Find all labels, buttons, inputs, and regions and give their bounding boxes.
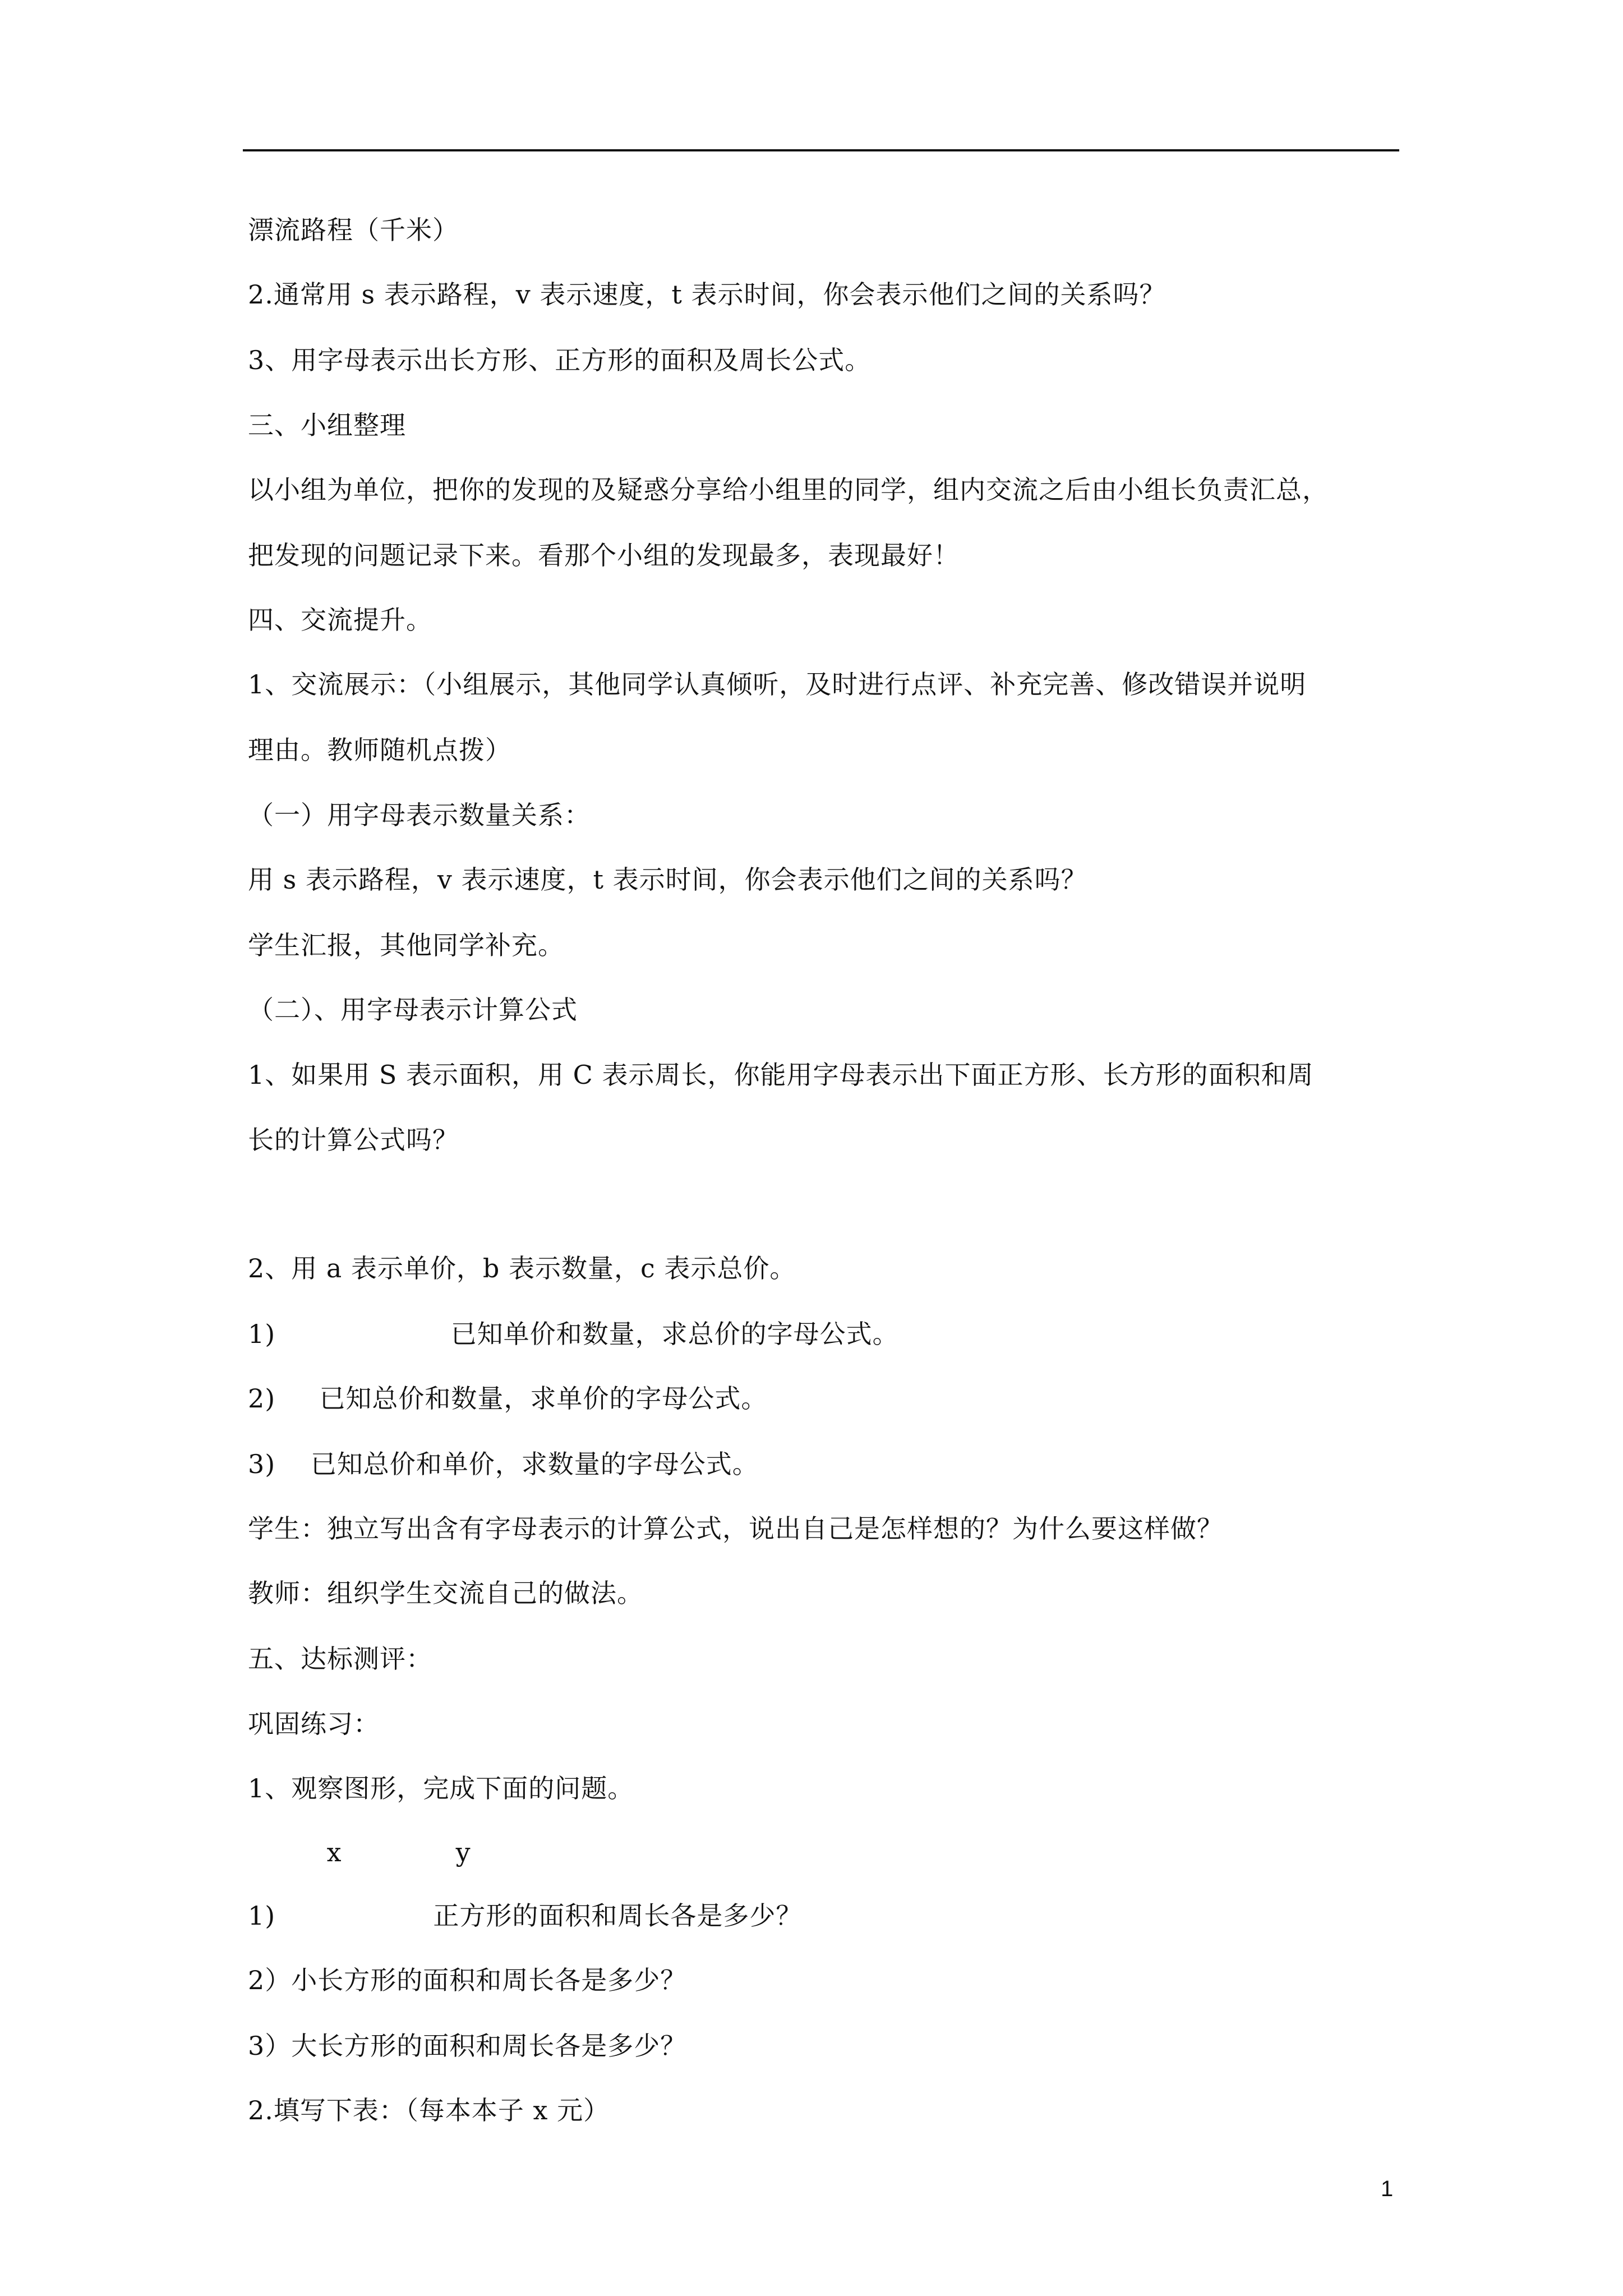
section-heading: 五、达标测评： (248, 1644, 432, 1674)
list-item: 1) 已知单价和数量，求总价的字母公式。 (248, 1319, 899, 1349)
list-item: 3）大长方形的面积和周长各是多少？ (248, 2031, 687, 2061)
text-line: 1、如果用 S 表示面积，用 C 表示周长，你能用字母表示出下面正方形、长方形的面积和周 (248, 1060, 1314, 1090)
text-line: 以小组为单位，把你的发现的及疑惑分享给小组里的同学，组内交流之后由小组长负责汇总， (248, 475, 1329, 505)
text-line: 把发现的问题记录下来。看那个小组的发现最多，表现最好！ (248, 540, 960, 570)
list-item: 2）小长方形的面积和周长各是多少？ (248, 1965, 687, 1995)
text-line: 2、用 a 表示单价，b 表示数量，c 表示总价。 (248, 1253, 796, 1283)
section-heading: 三、小组整理 (248, 410, 406, 440)
header-rule (243, 149, 1399, 151)
text-line: 2.通常用 s 表示路程，v 表示速度，t 表示时间，你会表示他们之间的关系吗？ (248, 279, 1166, 310)
figure-labels: x y (248, 1837, 471, 1867)
text-line: 3、用字母表示出长方形、正方形的面积及周长公式。 (248, 345, 872, 375)
text-line: 巩固练习： (248, 1709, 380, 1739)
list-item: 1) 正方形的面积和周长各是多少？ (248, 1901, 803, 1931)
section-heading: 四、交流提升。 (248, 605, 432, 635)
text-line: 教师：组织学生交流自己的做法。 (248, 1578, 643, 1608)
text-line: 漂流路程（千米） (248, 215, 459, 245)
text-line: 2.填写下表：（每本本子 x 元） (248, 2095, 610, 2125)
text-line: 长的计算公式吗？ (248, 1125, 459, 1155)
subsection-heading: （一）用字母表示数量关系： (248, 800, 591, 830)
text-line: 学生汇报，其他同学补充。 (248, 930, 564, 960)
list-item: 2) 已知总价和数量，求单价的字母公式。 (248, 1383, 768, 1414)
list-item: 3) 已知总价和单价，求数量的字母公式。 (248, 1449, 759, 1479)
text-line: 学生：独立写出含有字母表示的计算公式，说出自己是怎样想的？为什么要这样做？ (248, 1513, 1223, 1544)
text-line: 理由。教师随机点拨） (248, 735, 511, 765)
text-line: 用 s 表示路程，v 表示速度，t 表示时间，你会表示他们之间的关系吗？ (248, 864, 1087, 895)
page-number: 1 (1381, 2177, 1394, 2201)
text-line: 1、交流展示：（小组展示，其他同学认真倾听，及时进行点评、补充完善、修改错误并说明 (248, 669, 1307, 700)
text-line: 1、观察图形，完成下面的问题。 (248, 1773, 634, 1803)
subsection-heading: （二）、用字母表示计算公式 (248, 995, 578, 1025)
